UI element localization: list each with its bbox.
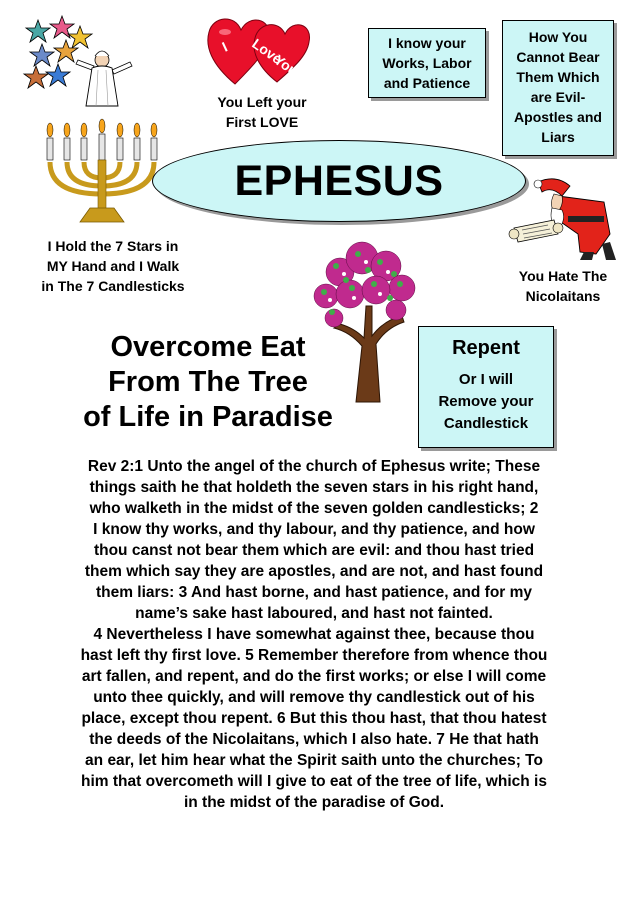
scripture-line: 4 Nevertheless I have somewhat against thee, because thou (93, 626, 535, 643)
scripture-line: unto thee quickly, and will remove thy candlestick out of his (93, 689, 535, 706)
box-line: How You (528, 29, 588, 45)
star-icon (30, 44, 54, 66)
first-love-caption (192, 92, 332, 132)
box-line: Remove your (438, 393, 534, 410)
box-line: Liars (541, 129, 575, 145)
scripture-line: an ear, let him hear what the Spirit saith unto the churches; To (85, 752, 543, 769)
scripture-line: in the midst of the paradise of God. (183, 794, 445, 811)
scroll-icon (509, 220, 563, 242)
repent-heading: Repent (452, 337, 520, 359)
box-line: Cannot Bear (516, 49, 600, 65)
box-line: and Patience (383, 75, 471, 91)
caption-line: I Hold the 7 Stars in (47, 238, 179, 254)
caption-line: You Hate The (518, 268, 608, 284)
repent-box (418, 326, 554, 448)
nicolaitans-illustration (508, 172, 620, 262)
star-icon (68, 26, 92, 48)
heart-text-love: Love (249, 35, 286, 68)
title-oval (152, 140, 526, 222)
scripture-line: I know thy works, and thy labour, and thy patience, and how (93, 521, 535, 538)
box-line: Apostles and (514, 109, 602, 125)
scripture-text (0, 456, 628, 813)
scripture-line: who walketh in the midst of the seven golden candlesticks; 2 (89, 500, 539, 517)
star-icon (24, 66, 48, 88)
stars-and-figure-illustration (22, 14, 157, 109)
nicolaitans-caption (498, 266, 628, 306)
caption-line: in The 7 Candlesticks (41, 278, 185, 294)
scripture-line: name’s sake hast laboured, and hast not fainted. (135, 605, 493, 622)
scripture-line: Rev 2:1 Unto the angel of the church of Ephesus write; These (87, 458, 541, 475)
caption-line: Nicolaitans (525, 288, 601, 304)
star-icon (46, 64, 70, 86)
caption-line: First LOVE (225, 114, 299, 130)
box-line: I know your (388, 35, 466, 51)
scripture-line: him that overcometh will I give to eat of the tree of life, which is (81, 773, 547, 790)
works-box (368, 28, 486, 98)
scripture-line: hast left thy first love. 5 Remember therefore from whence thou (80, 647, 548, 664)
caption-line: You Left your (217, 94, 307, 110)
scripture-line: things saith he that holdeth the seven stars in his right hand, (89, 479, 539, 496)
overcome-line: From The Tree (108, 366, 308, 398)
menorah-illustration (40, 118, 165, 228)
box-line: Candlestick (443, 415, 529, 432)
caption-line: MY Hand and I Walk (46, 258, 180, 274)
heart-text-i: I (219, 38, 230, 55)
box-line: Works, Labor (382, 55, 472, 71)
stars-caption (20, 236, 206, 296)
santa-figure-icon (534, 179, 616, 260)
scripture-line: the deeds of the Nicolaitans, which I also hate. 7 He that hath (89, 731, 539, 748)
page-title: EPHESUS (234, 156, 444, 205)
overcome-line: of Life in Paradise (83, 401, 333, 433)
box-line: are Evil- (530, 89, 586, 105)
scripture-line: thou canst not bear them which are evil: and thou hast tried (93, 542, 535, 559)
overcome-heading (40, 330, 376, 435)
scripture-line: them which say they are apostles, and are not, and hast found (84, 563, 544, 580)
box-line: Them Which (516, 69, 600, 85)
candlestick-icon (47, 119, 157, 222)
figure-icon (76, 51, 132, 106)
scripture-line: art fallen, and repent, and do the first works; or else I will come (81, 668, 547, 685)
scripture-line: place, except thou repent. 6 But this thou hast, that thou hatest (81, 710, 547, 727)
cannot-bear-box (502, 20, 614, 156)
box-line: Or I will (458, 371, 514, 388)
heart-text-you: You (271, 51, 302, 80)
star-icon (26, 20, 50, 42)
scripture-line: them liars: 3 And hast borne, and hast patience, and for my (95, 584, 533, 601)
overcome-line: Overcome Eat (110, 331, 306, 363)
heart-illustration (205, 6, 317, 92)
